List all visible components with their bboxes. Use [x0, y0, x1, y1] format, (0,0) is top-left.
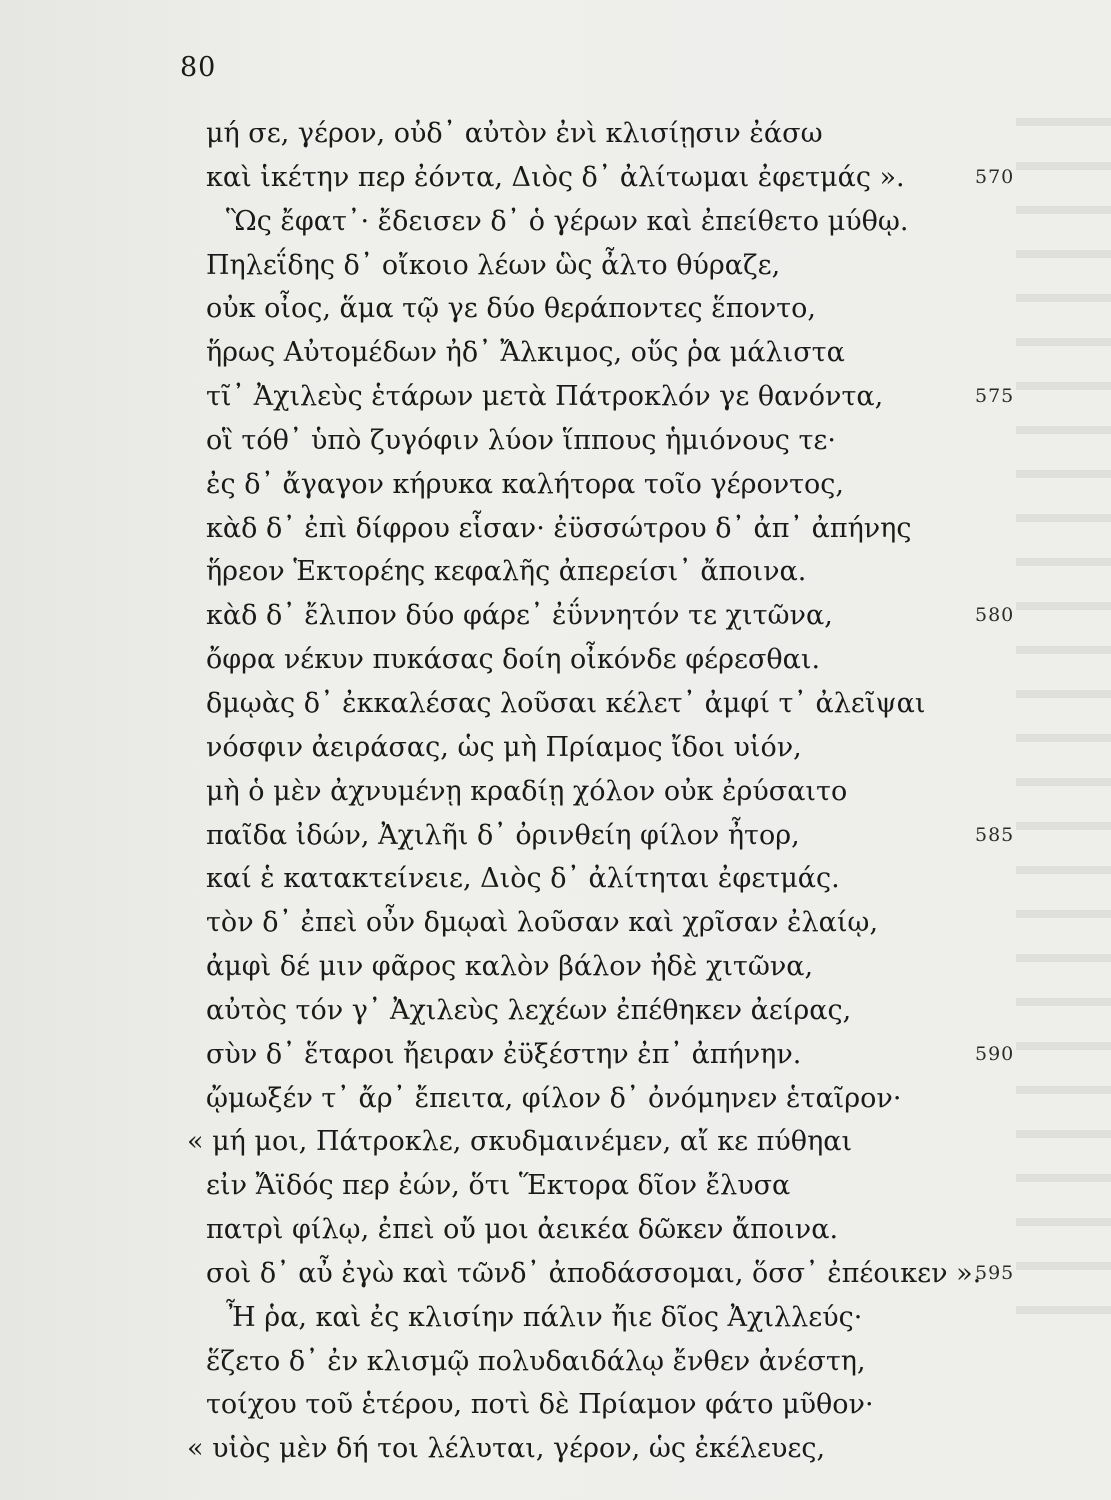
verse-line	[0, 1077, 1111, 1121]
verse-line-text: ἐς δ᾽ ἄγαγον κήρυκα καλήτορα τοῖο γέροντος,	[206, 468, 845, 500]
verse-line	[0, 375, 1111, 419]
verse-line-text: ἥρεον Ἑκτορέης κεφαλῆς ἀπερείσι᾽ ἄποινα.	[206, 556, 807, 588]
verse-line-text: καὶ ἱκέτην περ ἐόντα, Διὸς δ᾽ ἀλίτωμαι ἐφετμάς ».	[206, 161, 905, 193]
verse-line	[0, 156, 1111, 200]
verse-line	[0, 331, 1111, 375]
verse-line-text: τοίχου τοῦ ἑτέρου, ποτὶ δὲ Πρίαμον φάτο μῦθον·	[206, 1389, 874, 1421]
verse-line	[0, 550, 1111, 594]
verse-line	[0, 112, 1111, 156]
verse-line	[0, 507, 1111, 551]
verse-line-text: οὐκ οἶος, ἅμα τῷ γε δύο θεράποντες ἕποντο,	[206, 293, 816, 325]
verse-line	[0, 1252, 1111, 1296]
verse-line-text: Ὣς ἔφατ᾽· ἔδεισεν δ᾽ ὁ γέρων καὶ ἐπείθετο μύθῳ.	[226, 205, 909, 237]
verse-line-text: σοὶ δ᾽ αὖ ἐγὼ καὶ τῶνδ᾽ ἀποδάσσομαι, ὅσσ᾽ ἐπέοικεν ».	[206, 1257, 982, 1289]
verse-line	[0, 1208, 1111, 1252]
verse-line	[0, 901, 1111, 945]
verse-line	[0, 1383, 1111, 1427]
verse-line	[0, 244, 1111, 288]
verse-line-text: τῖ᾽ Ἀχιλεὺς ἑτάρων μετὰ Πάτροκλόν γε θανόντα,	[206, 381, 884, 413]
verse-line-text: Πηλεΐδης δ᾽ οἴκοιο λέων ὣς ἆλτο θύραζε,	[206, 249, 781, 281]
verse-line	[0, 945, 1111, 989]
verse-line	[0, 1164, 1111, 1208]
line-number: 570	[975, 165, 1015, 188]
verse-line	[0, 463, 1111, 507]
verse-line-text: Ἦ ῥα, καὶ ἐς κλισίην πάλιν ἤιε δῖος Ἀχιλλεύς·	[226, 1301, 863, 1333]
line-number: 585	[975, 823, 1015, 846]
verse-line	[0, 638, 1111, 682]
verse-line-text: δμῳὰς δ᾽ ἐκκαλέσας λοῦσαι κέλετ᾽ ἀμφί τ᾽ ἀλεῖψαι	[206, 687, 926, 719]
verse-line-text: τὸν δ᾽ ἐπεὶ οὖν δμῳαὶ λοῦσαν καὶ χρῖσαν ἐλαίῳ,	[206, 907, 879, 939]
line-number: 590	[975, 1042, 1015, 1065]
verse-line-text: ἕζετο δ᾽ ἐν κλισμῷ πολυδαιδάλῳ ἔνθεν ἀνέστη,	[206, 1345, 866, 1377]
verse-line	[0, 857, 1111, 901]
line-number: 595	[975, 1261, 1015, 1284]
verse-line	[0, 1033, 1111, 1077]
verse-line	[0, 1340, 1111, 1384]
verse-line-text: οἳ τόθ᾽ ὑπὸ ζυγόφιν λύον ἵππους ἡμιόνους τε·	[206, 424, 836, 456]
verse-line-text: ἥρως Αὐτομέδων ἠδ᾽ Ἄλκιμος, οὕς ῥα μάλιστα	[206, 337, 845, 369]
verse-line-text: ᾤμωξέν τ᾽ ἄρ᾽ ἔπειτα, φίλον δ᾽ ὀνόμηνεν ἑταῖρον·	[206, 1082, 902, 1114]
verse-line-text: παῖδα ἰδών, Ἀχιλῆι δ᾽ ὀρινθείη φίλον ἦτορ,	[206, 819, 800, 851]
verse-line-text: κὰδ δ᾽ ἐπὶ δίφρου εἷσαν· ἐϋσσώτρου δ᾽ ἀπ᾽ ἀπήνης	[206, 512, 912, 544]
verse-line-text: αὐτὸς τόν γ᾽ Ἀχιλεὺς λεχέων ἐπέθηκεν ἀείρας,	[206, 994, 852, 1026]
verse-line	[0, 594, 1111, 638]
verse-line-text: νόσφιν ἀειράσας, ὡς μὴ Πρίαμος ἴδοι υἱόν,	[206, 731, 802, 763]
verse-line	[0, 1120, 1111, 1164]
verse-line-text: ὄφρα νέκυν πυκάσας δοίη οἶκόνδε φέρεσθαι.	[206, 644, 821, 676]
verse-line-text: ἀμφὶ δέ μιν φᾶρος καλὸν βάλον ἠδὲ χιτῶνα,	[206, 951, 814, 983]
verse-line-text: καί ἑ κατακτείνειε, Διὸς δ᾽ ἀλίτηται ἐφετμάς.	[206, 863, 840, 895]
verse-line-text: πατρὶ φίλῳ, ἐπεὶ οὔ μοι ἀεικέα δῶκεν ἄποινα.	[206, 1214, 839, 1246]
line-number: 580	[975, 604, 1015, 627]
verse-line	[0, 287, 1111, 331]
verse-line	[0, 1427, 1111, 1471]
verse-line	[0, 770, 1111, 814]
verse-line	[0, 200, 1111, 244]
verse-line-text: « υἱὸς μὲν δή τοι λέλυται, γέρον, ὡς ἐκέλευες,	[187, 1433, 826, 1465]
verse-line	[0, 814, 1111, 858]
verse-line	[0, 682, 1111, 726]
verse-line	[0, 989, 1111, 1033]
page-number: 80	[180, 52, 217, 83]
verse-line-text: σὺν δ᾽ ἕταροι ἤειραν ἐϋξέστην ἐπ᾽ ἀπήνην.	[206, 1038, 802, 1070]
verse-line-text: « μή μοι, Πάτροκλε, σκυδμαινέμεν, αἴ κε πύθηαι	[187, 1126, 853, 1158]
verse-line-text: μὴ ὁ μὲν ἀχνυμένῃ κραδίῃ χόλον οὐκ ἐρύσαιτο	[206, 775, 848, 807]
verse-line-text: μή σε, γέρον, οὐδ᾽ αὐτὸν ἐνὶ κλισίῃσιν ἐάσω	[206, 118, 823, 149]
verse-line	[0, 419, 1111, 463]
verse-line	[0, 1296, 1111, 1340]
line-number: 575	[975, 385, 1015, 408]
verse-line	[0, 726, 1111, 770]
verse-line-text: κὰδ δ᾽ ἔλιπον δύο φάρε᾽ ἐΰννητόν τε χιτῶνα,	[206, 600, 833, 632]
verse-block	[0, 112, 1111, 1471]
verse-line-text: εἰν Ἄϊδός περ ἐών, ὅτι Ἕκτορα δῖον ἔλυσα	[206, 1170, 791, 1202]
